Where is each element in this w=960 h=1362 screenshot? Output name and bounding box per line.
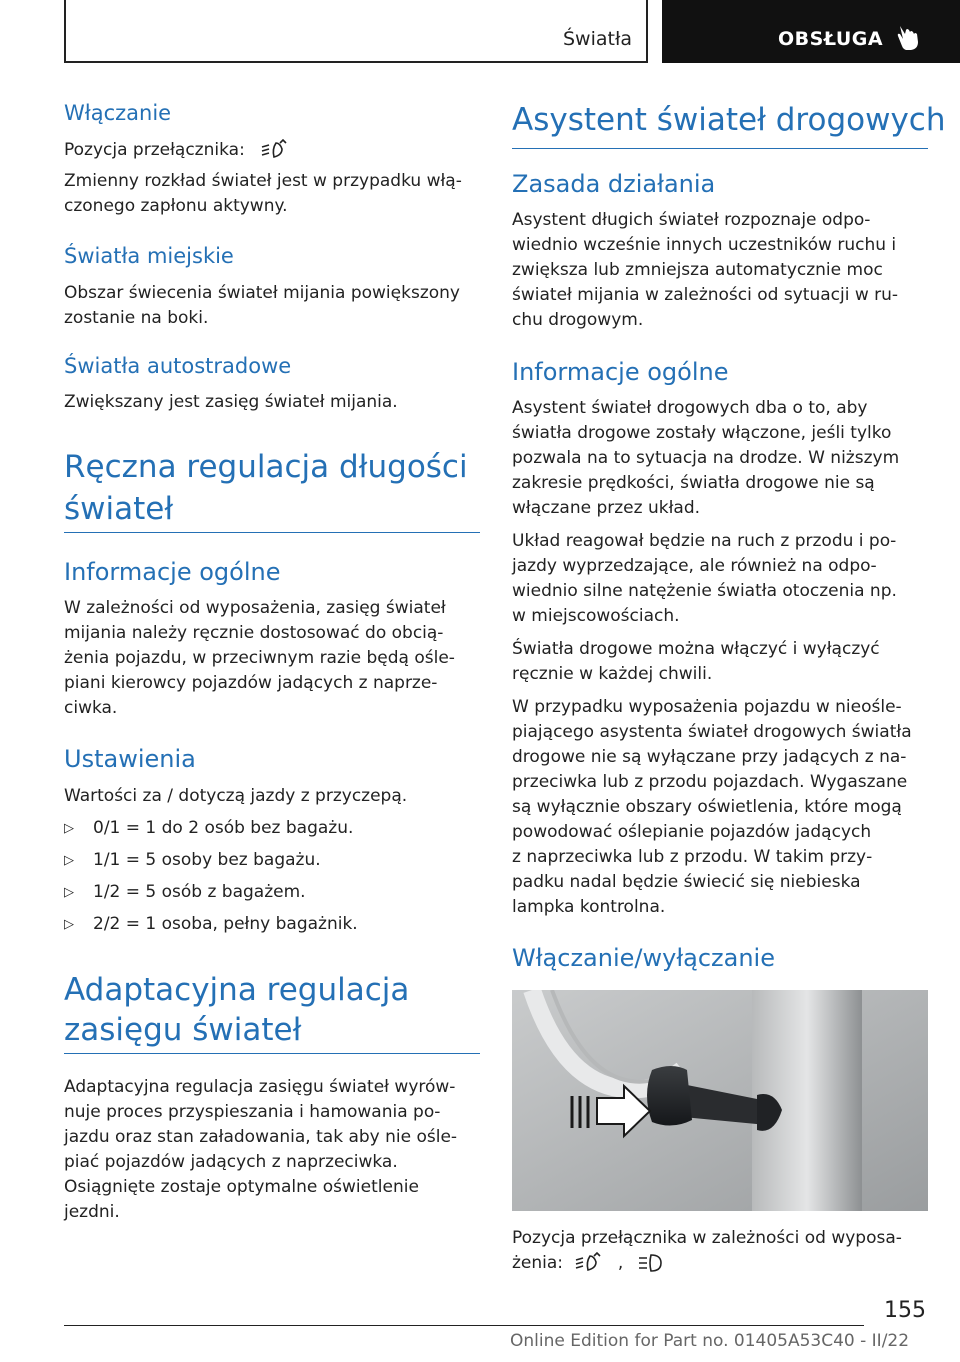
caption-line-1: Pozycja przełącznika w zależności od wyposa‐ <box>512 1228 902 1248</box>
reczna-heading-line-2: świateł <box>64 491 174 527</box>
caption-line-2 <box>512 1251 667 1276</box>
autostradowe-desc: Zwiększany jest zasięg świateł mijania. <box>64 392 398 412</box>
wlaczanie-desc-2: czonego zapłonu aktywny. <box>64 196 288 216</box>
high-beam-icon <box>637 1252 667 1274</box>
info-right-4: zakresie prędkości, światła drogowe nie są <box>512 473 875 493</box>
wyp-desc-7: z naprzeciwka lub z przodu. W takim przy‐ <box>512 847 873 867</box>
caption-line-2-text: żenia: <box>512 1253 564 1273</box>
wlaczanie-position-text: Pozycja przełącznika: <box>64 140 245 160</box>
adaptacyjna-desc-3: jazdu oraz stan załadowania, tak aby nie ośle‐ <box>64 1127 458 1147</box>
uklad-desc-4: w miejscowościach. <box>512 606 680 626</box>
light-switch-photo <box>512 990 928 1211</box>
footer-rule <box>64 1325 864 1326</box>
edition-text: Online Edition for Part no. 01405A53C40 - II/22 <box>510 1331 910 1351</box>
list-item-text: 1/1 = 5 osoby bez bagażu. <box>93 850 321 870</box>
adaptacyjna-desc-6: jezdni. <box>64 1202 120 1222</box>
list-item-text: 0/1 = 1 do 2 osób bez bagażu. <box>93 818 354 838</box>
info-right-1: Asystent świateł drogowych dba o to, aby <box>512 398 868 418</box>
triangle-bullet-icon: ▷ <box>64 853 74 868</box>
info-left-4: piani kierowcy pojazdów jadących z naprze‐ <box>64 673 438 693</box>
info-heading-left: Informacje ogólne <box>64 558 281 586</box>
info-heading-right: Informacje ogólne <box>512 358 729 386</box>
wyp-desc-6: powodować oślepianie pojazdów jadących <box>512 822 872 842</box>
pointing-hand-icon <box>897 24 919 52</box>
triangle-bullet-icon: ▷ <box>64 821 74 836</box>
adaptacyjna-heading-line-1: Adaptacyjna regulacja <box>64 972 410 1008</box>
asystent-heading: Asystent świateł drogowych <box>512 102 946 138</box>
wlaczanie-position-line <box>64 138 290 163</box>
zasada-desc-3: zwiększa lub zmniejsza automatycznie moc <box>512 260 883 280</box>
caption-separator: , <box>617 1253 624 1273</box>
info-left-1: W zależności od wyposażenia, zasięg świateł <box>64 598 446 618</box>
wyp-desc-1: W przypadku wyposażenia pojazdu w nieośle‐ <box>512 697 902 717</box>
wyp-desc-3: drogowe nie są wyłączane przy jadących z na‐ <box>512 747 907 767</box>
miejskie-desc-1: Obszar świecenia świateł mijania powiększony <box>64 283 460 303</box>
wlaczanie-desc-1: Zmienny rozkład świateł jest w przypadku włą‐ <box>64 171 462 191</box>
auto-high-beam-icon <box>260 139 290 161</box>
asystent-rule <box>512 148 928 149</box>
zasada-desc-1: Asystent długich świateł rozpoznaje odpo‐ <box>512 210 871 230</box>
autostradowe-heading: Światła autostradowe <box>64 354 292 378</box>
page-number: 155 <box>884 1298 926 1323</box>
adaptacyjna-rule <box>64 1053 480 1054</box>
list-item-text: 1/2 = 5 osób z bagażem. <box>93 882 306 902</box>
ustawienia-heading: Ustawienia <box>64 745 196 773</box>
header-section-box <box>64 0 648 63</box>
zasada-desc-4: świateł mijania w zależności od sytuacji w ru‐ <box>512 285 899 305</box>
list-item-text: 2/2 = 1 osoba, pełny bagażnik. <box>93 914 358 934</box>
wyp-desc-8: padku nadal będzie świecić się niebieska <box>512 872 861 892</box>
wyp-desc-2: piającego asystenta świateł drogowych światła <box>512 722 912 742</box>
info-left-5: ciwka. <box>64 698 118 718</box>
triangle-bullet-icon: ▷ <box>64 885 74 900</box>
reczna-rule <box>64 532 480 533</box>
chapter-label: OBSŁUGA <box>778 28 884 50</box>
wlaczanie-heading: Włączanie <box>64 101 172 125</box>
info-right-5: włączane przez układ. <box>512 498 701 518</box>
miejskie-desc-2: zostanie na boki. <box>64 308 209 328</box>
adaptacyjna-heading-line-2: zasięgu świateł <box>64 1012 302 1048</box>
section-title: Światła <box>562 28 632 50</box>
zasada-desc-5: chu drogowym. <box>512 310 644 330</box>
wyp-desc-5: są wyłącznie obszary oświetlenia, które mogą <box>512 797 902 817</box>
info-right-3: pozwala na to sytuacja na drodze. W niższym <box>512 448 900 468</box>
auto-high-beam-icon <box>574 1252 604 1274</box>
uklad-desc-3: wiednio silne natężenie światła otoczenia np. <box>512 581 897 601</box>
reczne-desc-1: Światła drogowe można włączyć i wyłączyć <box>512 639 880 659</box>
reczna-heading-line-1: Ręczna regulacja długości <box>64 449 468 485</box>
info-right-2: światła drogowe zostały włączone, jeśli tylko <box>512 423 892 443</box>
zasada-heading: Zasada działania <box>512 170 716 198</box>
adaptacyjna-desc-5: Osiągnięte zostaje optymalne oświetlenie <box>64 1177 419 1197</box>
wyp-desc-9: lampka kontrolna. <box>512 897 666 917</box>
wlwyl-heading: Włączanie/wyłączanie <box>512 944 775 972</box>
wyp-desc-4: przeciwka lub z przodu pojazdach. Wygaszane <box>512 772 908 792</box>
miejskie-heading: Światła miejskie <box>64 244 234 268</box>
header-chapter-box <box>662 0 960 63</box>
adaptacyjna-desc-2: nuje proces przyspieszania i hamowania po‐ <box>64 1102 441 1122</box>
adaptacyjna-desc-1: Adaptacyjna regulacja zasięgu świateł wyrów‐ <box>64 1077 456 1097</box>
ustawienia-intro: Wartości za / dotyczą jazdy z przyczepą. <box>64 786 408 806</box>
reczne-desc-2: ręcznie w każdej chwili. <box>512 664 713 684</box>
zasada-desc-2: wiednio wcześnie innych uczestników ruchu i <box>512 235 897 255</box>
uklad-desc-1: Układ reagował będzie na ruch z przodu i po‐ <box>512 531 897 551</box>
info-left-2: mijania należy ręcznie dostosować do obcią‐ <box>64 623 444 643</box>
uklad-desc-2: jazdy wyprzedzające, ale również na odpo‐ <box>512 556 877 576</box>
triangle-bullet-icon: ▷ <box>64 917 74 932</box>
adaptacyjna-desc-4: piać pojazdów jadących z naprzeciwka. <box>64 1152 398 1172</box>
info-left-3: żenia pojazdu, w przeciwnym razie będą ośle‐ <box>64 648 455 668</box>
